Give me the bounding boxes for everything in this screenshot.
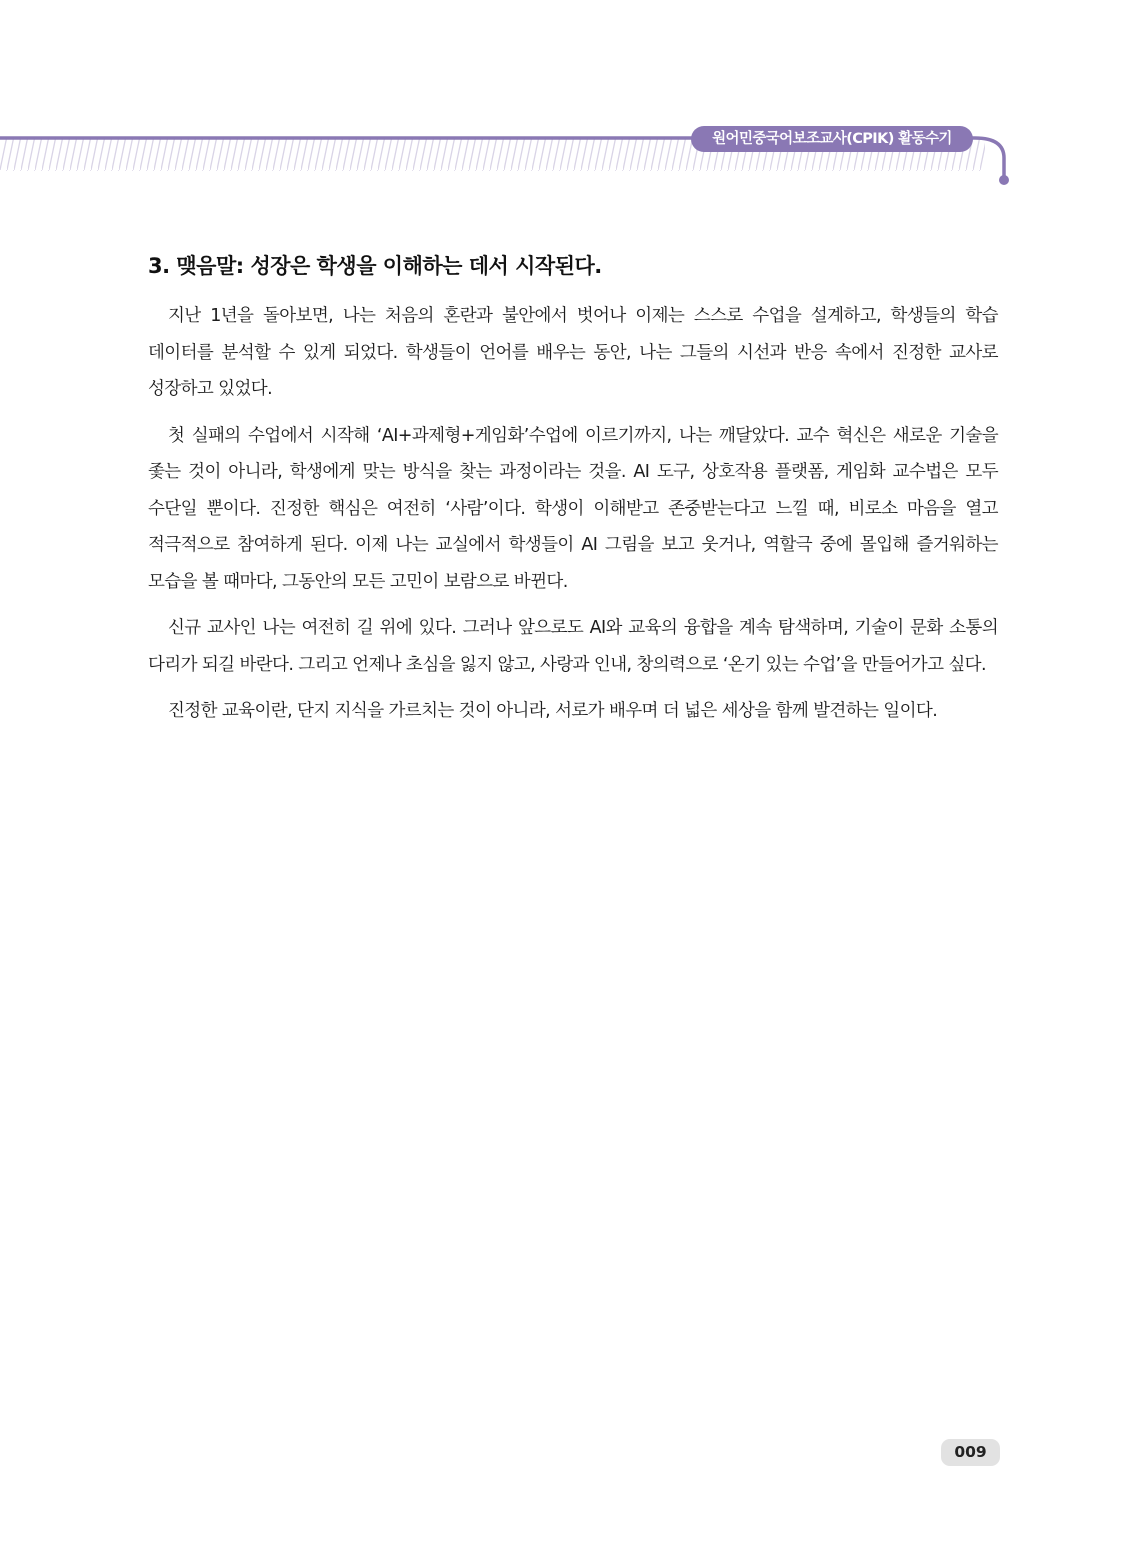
paragraph-1: 지난 1년을 돌아보면, 나는 처음의 혼란과 불안에서 벗어나 이제는 스스로 수업을 설계하고, 학생들의 학습 데이터를 분석할 수 있게 되었다. 학생들이 언어를 배우는 동안, 나는 그들의 시선과 반응 속에서 진정한 교사로 성장하고 있었다. (148, 306, 998, 399)
paragraph-2: 첫 실패의 수업에서 시작해 ‘AI+과제형+게임화’수업에 이르기까지, 나는 깨달았다. 교수 혁신은 새로운 기술을 좇는 것이 아니라, 학생에게 맞는 방식을 찾는 과정이라는 것을. AI 도구, 상호작용 플랫폼, 게임화 교수법은 모두 수단일 뿐이다. 진정한 핵심은 여전히 ‘사람’이다. 학생이 이해받고 존중받는다고 느낄 때, 비로소 마음을 열고 적극적으로 참여하게 된다. 이제 나는 교실에서 학생들이 AI 그림을 보고 웃거나, 역할극 중에 몰입해 즐거워하는 모습을 볼 때마다, 그동안의 모든 고민이 보람으로 바뀐다. (148, 425, 998, 592)
header-title: 원어민중국어보조교사(CPIK) 활동수기 (691, 126, 973, 152)
paragraph-4: 진정한 교육이란, 단지 지식을 가르치는 것이 아니라, 서로가 배우며 더 넓은 세상을 함께 발견하는 일이다. (168, 701, 938, 721)
paragraph-3: 신규 교사인 나는 여전히 길 위에 있다. 그러나 앞으로도 AI와 교육의 융합을 계속 탐색하며, 기술이 문화 소통의 다리가 되길 바란다. 그리고 언제나 초심을 잃지 않고, 사랑과 인내, 창의력으로 ‘온기 있는 수업’을 만들어가고 싶다. (148, 618, 998, 675)
main-content (148, 250, 998, 740)
section-heading: 3. 맺음말: 성장은 학생을 이해하는 데서 시작된다. (148, 254, 602, 278)
header-rule-dot (999, 175, 1009, 185)
page-number: 009 (941, 1439, 1000, 1466)
